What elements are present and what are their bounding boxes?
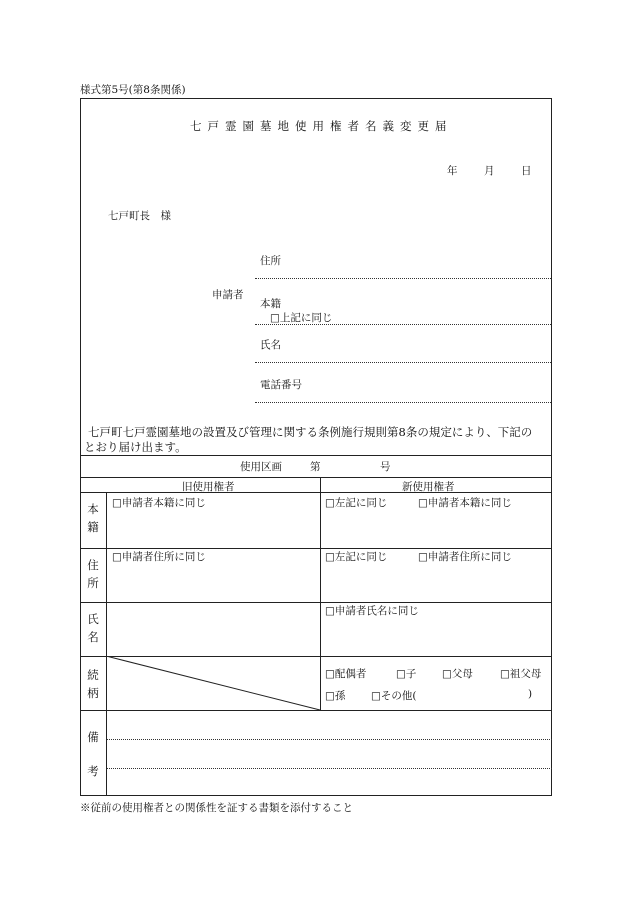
date-day-label: 日 xyxy=(521,165,532,177)
row-label-relation-1: 続 xyxy=(87,668,99,682)
section-dai: 第 xyxy=(310,461,321,473)
header-new-holder: 新使用権者 xyxy=(402,481,455,493)
row-label-domicile-1: 本 xyxy=(87,502,99,516)
addressee: 七戸町長 様 xyxy=(108,210,171,222)
new-domicile-left-same-checkbox[interactable]: □左記に同じ xyxy=(325,497,388,509)
new-address-left-same-checkbox[interactable]: □左記に同じ xyxy=(325,551,388,563)
section-go: 号 xyxy=(380,461,391,473)
new-address-applicant-same-checkbox[interactable]: □申請者住所に同じ xyxy=(418,551,512,563)
relation-grandchild-checkbox[interactable]: □孫 xyxy=(325,690,346,702)
date-month-label: 月 xyxy=(484,165,495,177)
relation-parent-checkbox[interactable]: □父母 xyxy=(442,668,473,680)
relation-grandparent-checkbox[interactable]: □祖父母 xyxy=(500,668,542,680)
footnote: ※従前の使用権者との関係性を証する書類を添付すること xyxy=(80,802,353,814)
row-label-domicile-2: 籍 xyxy=(87,520,99,534)
remarks-line-2[interactable] xyxy=(106,768,552,769)
date-year-label: 年 xyxy=(447,165,458,177)
relation-child-checkbox[interactable]: □子 xyxy=(396,668,417,680)
header-old-holder: 旧使用権者 xyxy=(182,481,235,493)
relation-other-close: ) xyxy=(528,688,533,700)
old-address-same-checkbox[interactable]: □申請者住所に同じ xyxy=(112,551,206,563)
form-number: 様式第5号(第8条関係) xyxy=(80,84,186,96)
new-domicile-applicant-same-checkbox[interactable]: □申請者本籍に同じ xyxy=(418,497,512,509)
same-as-above-checkbox[interactable]: □上記に同じ xyxy=(270,312,333,324)
applicant-phone-label: 電話番号 xyxy=(260,379,302,391)
applicant-name-label: 氏名 xyxy=(260,339,281,351)
relation-diagonal xyxy=(106,656,321,711)
remarks-line-1[interactable] xyxy=(106,739,552,740)
form-title: 七戸霊園墓地使用権者名義変更届 xyxy=(190,119,453,133)
applicant-name-field[interactable] xyxy=(255,362,551,363)
body-text-line-1: 七戸町七戸霊園墓地の設置及び管理に関する条例施行規則第8条の規定により、下記の xyxy=(88,425,533,439)
row-label-remarks-1: 備 xyxy=(87,730,99,744)
header-bottom-line xyxy=(80,492,552,493)
row-label-name-1: 氏 xyxy=(87,612,99,626)
applicant-address-field[interactable] xyxy=(255,278,551,279)
row-label-address-2: 所 xyxy=(87,576,99,590)
row-label-relation-2: 柄 xyxy=(87,686,99,700)
body-text-line-2: とおり届け出ます。 xyxy=(84,440,187,454)
row-label-name-2: 名 xyxy=(87,630,99,644)
section-prefix: 使用区画 xyxy=(240,461,282,473)
relation-spouse-checkbox[interactable]: □配偶者 xyxy=(325,668,367,680)
applicant-label: 申請者 xyxy=(212,289,244,301)
new-name-applicant-same-checkbox[interactable]: □申請者氏名に同じ xyxy=(325,605,419,617)
relation-other-checkbox[interactable]: □その他( xyxy=(371,690,417,702)
applicant-domicile-label: 本籍 xyxy=(260,298,281,310)
row-label-remarks-2: 考 xyxy=(87,764,99,778)
row-line-2 xyxy=(80,602,552,603)
applicant-address-label: 住所 xyxy=(260,255,281,267)
section-bottom-line xyxy=(80,477,552,478)
old-domicile-same-checkbox[interactable]: □申請者本籍に同じ xyxy=(112,497,206,509)
row-label-address-1: 住 xyxy=(87,558,99,572)
applicant-domicile-field[interactable] xyxy=(255,324,551,325)
label-column-divider xyxy=(106,492,107,796)
table-top-line xyxy=(80,455,552,456)
applicant-phone-field[interactable] xyxy=(255,402,551,403)
